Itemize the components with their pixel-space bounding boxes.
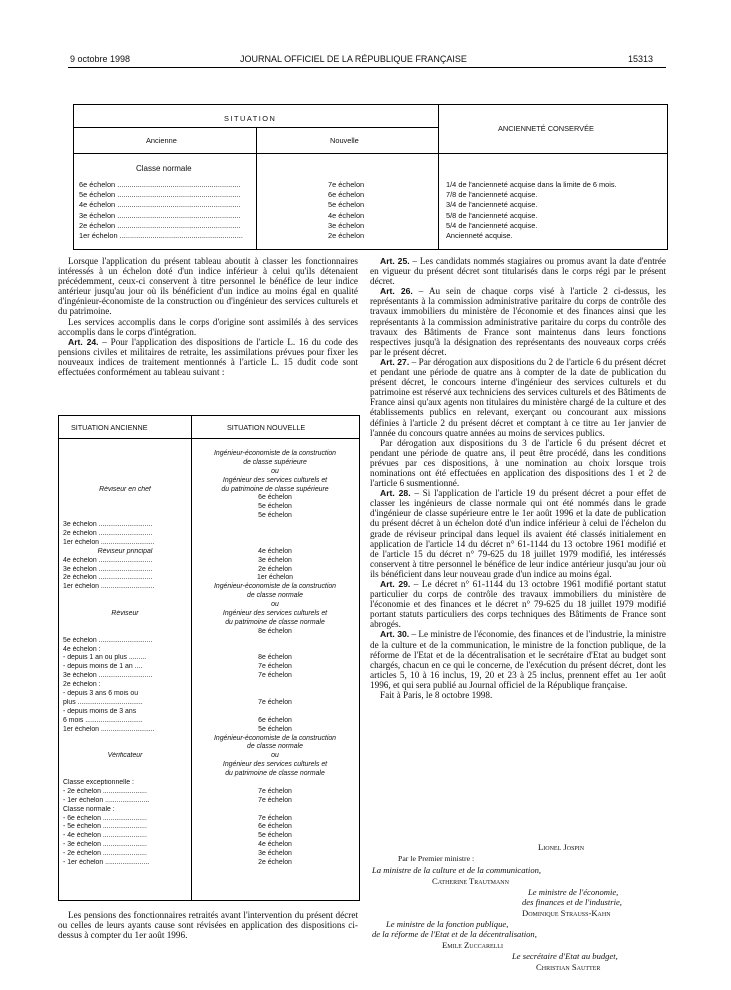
table-cell <box>63 770 187 779</box>
table-cell: 1er échelon ............................................................ <box>79 231 243 241</box>
table-cell: 6e échelon <box>258 494 292 502</box>
table-cell: Ancienneté acquise. <box>446 231 513 241</box>
col-nouvelle: Nouvelle <box>330 136 359 145</box>
table-cell: 1er échelon ............................ <box>63 583 155 591</box>
table-cell: Ingénieur-économiste de la construction <box>213 583 337 591</box>
table-cell: 5/8 de l'ancienneté acquise. <box>446 210 538 220</box>
table-cell: 2e échelon <box>258 858 292 866</box>
table-cell: 5e échelon <box>258 503 292 511</box>
table-cell: 1/4 de l'ancienneté acquise dans la limite de 6 mois. <box>446 180 617 189</box>
col-anciennete: ANCIENNETÉ CONSERVÉE <box>498 124 594 133</box>
table-cell <box>63 477 187 486</box>
table-cell: 1er échelon <box>256 574 293 582</box>
article-label: Art. 29. <box>380 579 411 589</box>
table-cell: - 6e échelon ....................... <box>63 814 147 822</box>
table-cell: 4e échelon <box>258 547 292 555</box>
table-cell: 2e échelon <box>258 565 292 573</box>
table-cell <box>63 628 187 637</box>
table-cell <box>195 708 355 717</box>
left-column-end <box>58 910 358 940</box>
table-cell <box>195 779 355 788</box>
table-cell <box>195 539 355 548</box>
table-cell: 2e échelon ............................................................ <box>79 220 241 230</box>
table-cell: 6 mois .............................. <box>63 716 143 724</box>
table-cell: 7e échelon <box>258 663 292 671</box>
table-cell <box>63 592 187 601</box>
table-cell <box>63 459 187 468</box>
table-cell: 5e échelon <box>258 512 292 520</box>
table-cell: 3e échelon ............................ <box>63 565 153 573</box>
table-cell: Réviseur <box>111 610 139 618</box>
table-cell: du patrimoine de classe normale <box>225 618 325 626</box>
table-cell: - 1er échelon ....................... <box>63 858 150 866</box>
table-divider <box>438 105 439 249</box>
table-cell <box>63 735 187 744</box>
secretaire-etat-budget: Le secrétaire d'Etat au budget, <box>512 951 618 961</box>
table-cell: 8e échelon <box>258 654 292 662</box>
table-cell: 2e échelon ............................ <box>63 574 153 582</box>
table-cell: 3/4 de l'ancienneté acquise. <box>446 200 538 210</box>
article-label: Art. 27. <box>380 356 410 367</box>
table-cell: 3e échelon ............................................................ <box>79 210 241 220</box>
article-label: Art. 30. <box>380 629 410 640</box>
table-cell: 6e échelon ............................................................ <box>79 180 241 189</box>
table-cell <box>63 619 187 628</box>
header-page-number: 15313 <box>628 54 654 64</box>
table-divider <box>256 127 257 249</box>
table-cell: 3e échelon <box>258 556 292 564</box>
col-ancienne: Ancienne <box>146 136 177 145</box>
table-cell: 7e échelon <box>258 698 292 706</box>
table-cell <box>63 761 187 770</box>
table-cell: 6e échelon <box>328 190 365 200</box>
table-cell: 5e échelon ............................................................ <box>79 190 241 200</box>
pension-assimilation-table <box>58 415 360 901</box>
header-date: 9 octobre 1998 <box>70 54 131 64</box>
table-cell: - 5e échelon ....................... <box>63 823 147 831</box>
left-column-text <box>58 256 358 377</box>
classement-table <box>73 104 668 250</box>
signature-zuccarelli: Emile Zuccarelli <box>442 940 503 950</box>
table-cell: 4e échelon <box>328 210 365 220</box>
ministre-culture: La ministre de la culture et de la communication, <box>372 865 542 875</box>
old-echelons <box>79 180 251 241</box>
table-divider <box>191 416 192 900</box>
table-cell <box>63 468 187 477</box>
table-cell: 7e échelon <box>258 672 292 680</box>
table-cell: 7/8 de l'ancienneté acquise. <box>446 190 538 200</box>
table-cell: Ingénieur des services culturels et <box>222 761 328 769</box>
table-cell: - 1er échelon ....................... <box>63 796 150 804</box>
new-situation-list <box>195 450 355 868</box>
table-cell: Réviseur en chef <box>99 485 151 493</box>
table-cell: 2e échelon ............................ <box>63 530 153 538</box>
table-cell: 3e échelon ............................ <box>63 521 153 529</box>
right-column-text <box>370 256 666 700</box>
old-situation-list <box>63 450 187 868</box>
table-cell: 5e échelon <box>258 832 292 840</box>
table-cell: 7e échelon <box>258 796 292 804</box>
table-cell: ou <box>271 752 279 760</box>
table-cell: - depuis moins de 3 ans <box>63 707 137 715</box>
table-cell: 2e échelon <box>328 231 365 241</box>
table-cell <box>195 681 355 690</box>
paragraph: Lorsque l'application du présent tableau aboutit à classer les fonctionnaires intéressés à un échelon doté d'un indice inférieur à celui qu'ils détenaient précédemment, ceux-ci conservent à titre personnel le bénéfice de leur indice antérieur jusqu'au jour où ils bénéficient d'un indice au moins égal en qualité d'ingénieur-économiste de la construction ou d'ingénieur des services culturels et du patrimoine. <box>58 256 358 317</box>
header-journal-title: JOURNAL OFFICIEL DE LA RÉPUBLIQUE FRANÇAISE <box>240 54 467 64</box>
new-echelons <box>328 180 364 241</box>
table-cell: 1er échelon ............................ <box>63 725 155 733</box>
table-cell: - 2e échelon ....................... <box>63 787 147 795</box>
table-cell: Ingénieur des services culturels et <box>222 476 328 484</box>
paragraph: Les pensions des fonctionnaires retraités avant l'intervention du présent décret ou celles de leurs ayants cause sont révisées en application des dispositions ci-dessus à compter du 1er août 1996. <box>58 910 358 941</box>
article-26: Art. 26. – Au sein de chaque corps visé à l'article 2 ci-dessus, les représentants à la commission administrative paritaire du corps de contrôle des travaux immobiliers du ministère de l'économie et des finances ainsi que les représentants à la commission administrative paritaire du corps du contrôle des travaux des Bâtiments de France sont maintenus dans leurs fonctions respectives jusqu'à la désignation des représentants des nouveaux corps créés par le présent décret. <box>370 286 666 357</box>
table-cell: 5/4 de l'ancienneté acquise. <box>446 220 538 230</box>
table-cell: 7e échelon <box>328 180 365 189</box>
table-divider <box>74 153 667 154</box>
table-cell: 4e échelon : <box>63 645 101 653</box>
table-cell: du patrimoine de classe supérieure <box>221 485 329 493</box>
table-cell: 4e échelon ............................................................ <box>79 200 241 210</box>
table-cell: Classe normale : <box>63 805 115 813</box>
table-cell: Classe exceptionnelle : <box>63 778 134 786</box>
article-24: Art. 24. – Pour l'application des dispositions de l'article L. 16 du code des pensions civiles et militaires de retraite, les assimilations prévues pour fixer les nouveaux indices de traitement mentionnés à l'article L. 15 dudit code sont effectuées conformément au tableau suivant : <box>58 336 358 378</box>
table-cell <box>63 601 187 610</box>
table-cell <box>63 450 187 459</box>
article-label: Art. 28. <box>380 488 411 499</box>
article-27: Art. 27. – Par dérogation aux dispositions du 2 de l'article 6 du présent décret et pendant une période de quatre ans à compter de la date de publication du présent décret, le concours interne d'ingénieur des services culturels et du patrimoine est réservé aux techniciens des services culturels et des Bâtiments de France ainsi qu'aux agents non titulaires du ministère chargé de la culture et des établissements publics en relevant, exerçant ou concourant aux missions définies à l'article 2 du présent décret et comptant à ce titre au 1er janvier de l'année du concours quatre années au moins de services publics. <box>370 356 666 438</box>
table-cell: de classe supérieure <box>243 458 307 466</box>
table-cell <box>195 806 355 815</box>
table-cell: 7e échelon <box>258 814 292 822</box>
table-cell: 6e échelon <box>258 823 292 831</box>
paragraph: Les services accomplis dans le corps d'origine sont assimilés à des services accomplis dans le corps d'intégration. <box>58 316 358 337</box>
table-cell: - depuis 1 an ou plus ......... <box>63 654 147 662</box>
table-cell: de classe normale <box>247 743 303 751</box>
ministre-economie: Le ministre de l'économie, <box>528 887 619 897</box>
table-cell <box>195 521 355 530</box>
table-cell: du patrimoine de classe normale <box>225 770 325 778</box>
anciennete-values <box>446 180 617 241</box>
table-cell: 3e échelon ............................ <box>63 672 153 680</box>
situation-heading: SITUATION <box>224 114 277 123</box>
article-28: Art. 28. – Si l'application de l'article 19 du présent décret a pour effet de classer les ingénieurs de classe normale qui ont été nommés dans le grade d'ingénieur de classe supérieure entre le 1er août 1996 et la date de publication du présent décret à un échelon doté d'un indice inférieur à celui de l'échelon du grade de réviseur principal dans lequel ils avaient été classés initialement en application de l'article 14 du décret n° 61-1144 du 13 octobre 1961 modifié et de l'article 15 du décret n° 79-625 du 18 juillet 1979 modifié, les intéressés conservent à titre personnel le bénéfice de leur indice antérieur jusqu'au jour où ils bénéficient dans leur nouveau grade d'un indice au moins égal. <box>370 488 666 579</box>
article-label: Art. 25. <box>380 256 410 266</box>
classe-normale-label: Classe normale <box>136 164 192 173</box>
ministre-economie-2: des finances et de l'industrie, <box>522 897 622 907</box>
signature-strauss-kahn: Dominique Strauss-Kahn <box>522 908 611 918</box>
table-cell: - 2e échelon ....................... <box>63 850 147 858</box>
table-cell: - 4e échelon ....................... <box>63 832 147 840</box>
table-divider <box>59 438 359 439</box>
table-cell: 6e échelon <box>258 716 292 724</box>
table-cell <box>63 743 187 752</box>
table-cell: Réviseur principal <box>97 547 153 555</box>
table-cell: ou <box>271 467 279 475</box>
table-cell <box>195 530 355 539</box>
article-30: Art. 30. – Le ministre de l'économie, des finances et de l'industrie, la ministre de la culture et de la communication, le ministre de la fonction publique, de la réforme de l'Etat et de la décentralisation et le secrétaire d'Etat au budget sont chargés, chacun en ce qui le concerne, de l'exécution du présent décret, dont les articles 5, 10 à 16 inclus, 19, 20 et 23 à 25 inclus, prennent effet au 1er août 1996, et qui sera publié au Journal officiel de la République française. <box>370 629 666 690</box>
article-label: Art. 26. <box>380 286 413 297</box>
table-cell: 7e échelon <box>258 787 292 795</box>
table-cell: 5e échelon <box>258 725 292 733</box>
table-cell <box>63 494 187 503</box>
table-cell: 5e échelon <box>328 200 365 210</box>
col-situation-nouvelle: SITUATION NOUVELLE <box>227 423 306 432</box>
paragraph: Par dérogation aux dispositions du 3 de l'article 6 du présent décret et pendant une période de quatre ans, il peut être procédé, dans les conditions prévues par ces dispositions, à une nomination au choix lorsque trois nominations ont été effectuées en application des dispositions des 1 et 2 de l'article 6 susmentionné. <box>370 437 666 489</box>
signature-jospin: Lionel Jospin <box>538 842 585 852</box>
table-cell <box>195 690 355 699</box>
table-cell: 4e échelon ............................ <box>63 556 153 564</box>
table-cell: - depuis 3 ans 6 mois ou <box>63 690 139 698</box>
table-cell: 4e échelon <box>258 841 292 849</box>
article-25: Art. 25. – Les candidats nommés stagiaires ou promus avant la date d'entrée en vigueur du présent décret sont titularisés dans le corps régi par le présent décret. <box>370 256 666 287</box>
par-le-premier-ministre: Par le Premier ministre : <box>398 854 475 863</box>
table-cell: Ingénieur-économiste de la construction <box>213 450 337 457</box>
table-cell <box>195 646 355 655</box>
table-cell: - depuis moins de 1 an .... <box>63 663 143 671</box>
table-cell <box>63 512 187 521</box>
table-cell <box>63 503 187 512</box>
table-cell: 1er échelon ............................ <box>63 538 155 546</box>
ministre-fonction-publique: Le ministre de la fonction publique, <box>386 919 509 929</box>
ministre-fonction-publique-2: de la réforme de l'Etat et de la décentralisation, <box>372 929 537 939</box>
table-cell: Ingénieur des services culturels et <box>222 610 328 618</box>
table-cell: 3e échelon <box>328 220 365 230</box>
table-cell <box>195 637 355 646</box>
article-29: Art. 29. – Le décret n° 61-1144 du 13 octobre 1961 modifié portant statut particulier du corps de contrôle des travaux immobiliers du ministère de l'économie et des finances et le décret n° 79-625 du 18 juillet 1979 modifié portant statuts particuliers des corps techniques des Bâtiments de France sont abrogés. <box>370 579 666 630</box>
article-label: Art. 24. <box>68 336 99 347</box>
table-cell: 8e échelon <box>258 627 292 635</box>
table-cell: 2e échelon : <box>63 681 101 689</box>
col-situation-ancienne: SITUATION ANCIENNE <box>71 423 148 432</box>
table-cell: Ingénieur-économiste de la construction <box>213 734 337 742</box>
table-cell: ou <box>271 601 279 609</box>
header-rule <box>68 67 666 68</box>
table-cell: - 3e échelon ....................... <box>63 841 147 849</box>
table-cell: de classe normale <box>247 592 303 600</box>
fait-a-paris: Fait à Paris, le 8 octobre 1998. <box>380 690 493 701</box>
signature-trautmann: Catherine Trautmann <box>432 876 509 886</box>
table-cell: 5e échelon ............................ <box>63 636 153 644</box>
table-cell: Vérificateur <box>107 752 143 760</box>
signature-sautter: Christian Sautter <box>536 962 601 972</box>
table-cell: plus .................................. <box>63 698 143 706</box>
table-cell: 3e échelon <box>258 850 292 858</box>
